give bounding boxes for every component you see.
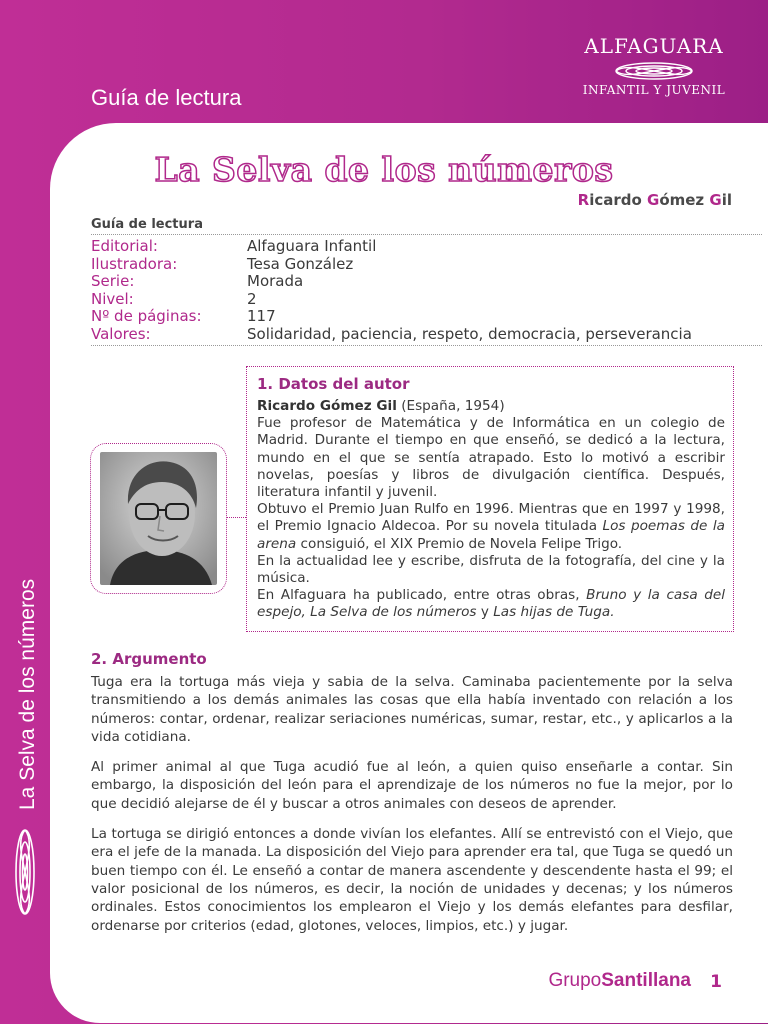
guide-label: Guía de lectura: [91, 217, 203, 232]
author-photo: [100, 452, 217, 585]
meta-row: Nº de páginas: 117: [91, 307, 276, 326]
author-section: [246, 366, 734, 632]
argument-section: [91, 673, 733, 947]
author-paragraph: Obtuvo el Premio Juan Rulfo en 1996. Mientras que en 1997 y 1998, el Premio Ignacio Aldecoa. Por su novela titulada Los poemas de la arena consiguió, el XIX Premio de Novela Felipe Trigo.: [257, 501, 726, 552]
author-section-title: 1. Datos del autor: [257, 375, 410, 393]
side-knot-icon: [6, 822, 44, 922]
knot-logo-icon: [609, 59, 699, 83]
book-author: Ricardo Gómez Gil: [577, 191, 732, 209]
meta-row: Serie: Morada: [91, 272, 304, 291]
publisher-logo: [574, 34, 734, 97]
side-book-title: La Selva de los números: [16, 578, 39, 810]
author-photo-frame: [90, 443, 227, 594]
author-paragraph: En la actualidad lee y escribe, disfruta de la fotografía, del cine y la música.: [257, 552, 725, 587]
page-number: 1: [710, 972, 722, 992]
book-metadata: [91, 234, 762, 346]
argument-paragraph: La tortuga se dirigió entonces a donde vivían los elefantes. Allí se entrevistó con el Viejo, que era el jefe de la manada. La disposición del Viejo para aprender era tal, que Tuga se quedó un buen tiempo con él. Le enseñó a contar de manera ascendente y descendente hasta el 99; el valor posicional de los números, es decir, la noción de unidades y decenas; y los números ordinales. Estos conocimientos los emplearon el Viejo y los demás elefantes para desfilar, ordenarse por criterios (edad, glotones, veloces, limpios, etc.) y jugar.: [91, 826, 733, 934]
meta-row: Editorial: Alfaguara Infantil: [91, 237, 377, 255]
guide-header-title: Guía de lectura: [91, 85, 242, 110]
photo-connector: [227, 517, 246, 518]
meta-row: Ilustradora: Tesa González: [91, 254, 354, 273]
argument-paragraph: Tuga era la tortuga más vieja y sabia de la selva. Caminaba pacientemente por la selva transmitiendo a los demás animales las cosas que ella había inventado con relación a los números: contar, ordenar, realizar seriaciones numéricas, sumar, restar, etc., y aplicarlos a la vida cotidiana.: [91, 674, 733, 745]
brand-subtitle: INFANTIL Y JUVENIL: [582, 83, 726, 97]
meta-row: Valores: Solidaridad, paciencia, respeto, democracia, perseverancia: [91, 324, 692, 343]
book-title: La Selva de los números: [154, 150, 614, 189]
argument-paragraph: Al primer animal al que Tuga acudió fue al león, a quien quiso enseñarle a contar. Sin embargo, la disposición del león para el aprendizaje de los números no fue la mejor, por lo que decidió alejarse de él y buscar a otros animales con deseos de aprender.: [91, 759, 733, 812]
meta-row: Nivel: 2: [91, 289, 257, 308]
argument-section-title: 2. Argumento: [91, 650, 207, 668]
author-paragraph: Ricardo Gómez Gil (España, 1954) Fue profesor de Matemática y de Informática en un colegio de Madrid. Durante el tiempo en que enseñó, se dedicó a la lectura, mundo en el que se sentía atrapado. Esto lo motivó a escribir novelas, poesías y libros de divulgación científica. Después, literatura infantil y juvenil.: [257, 398, 725, 501]
brand-name: ALFAGUARA: [584, 34, 724, 58]
footer-brand: GrupoSantillana: [548, 970, 691, 991]
author-paragraph: En Alfaguara ha publicado, entre otras obras, Bruno y la casa del espejo, La Selva de los números y Las hijas de Tuga.: [257, 587, 725, 621]
